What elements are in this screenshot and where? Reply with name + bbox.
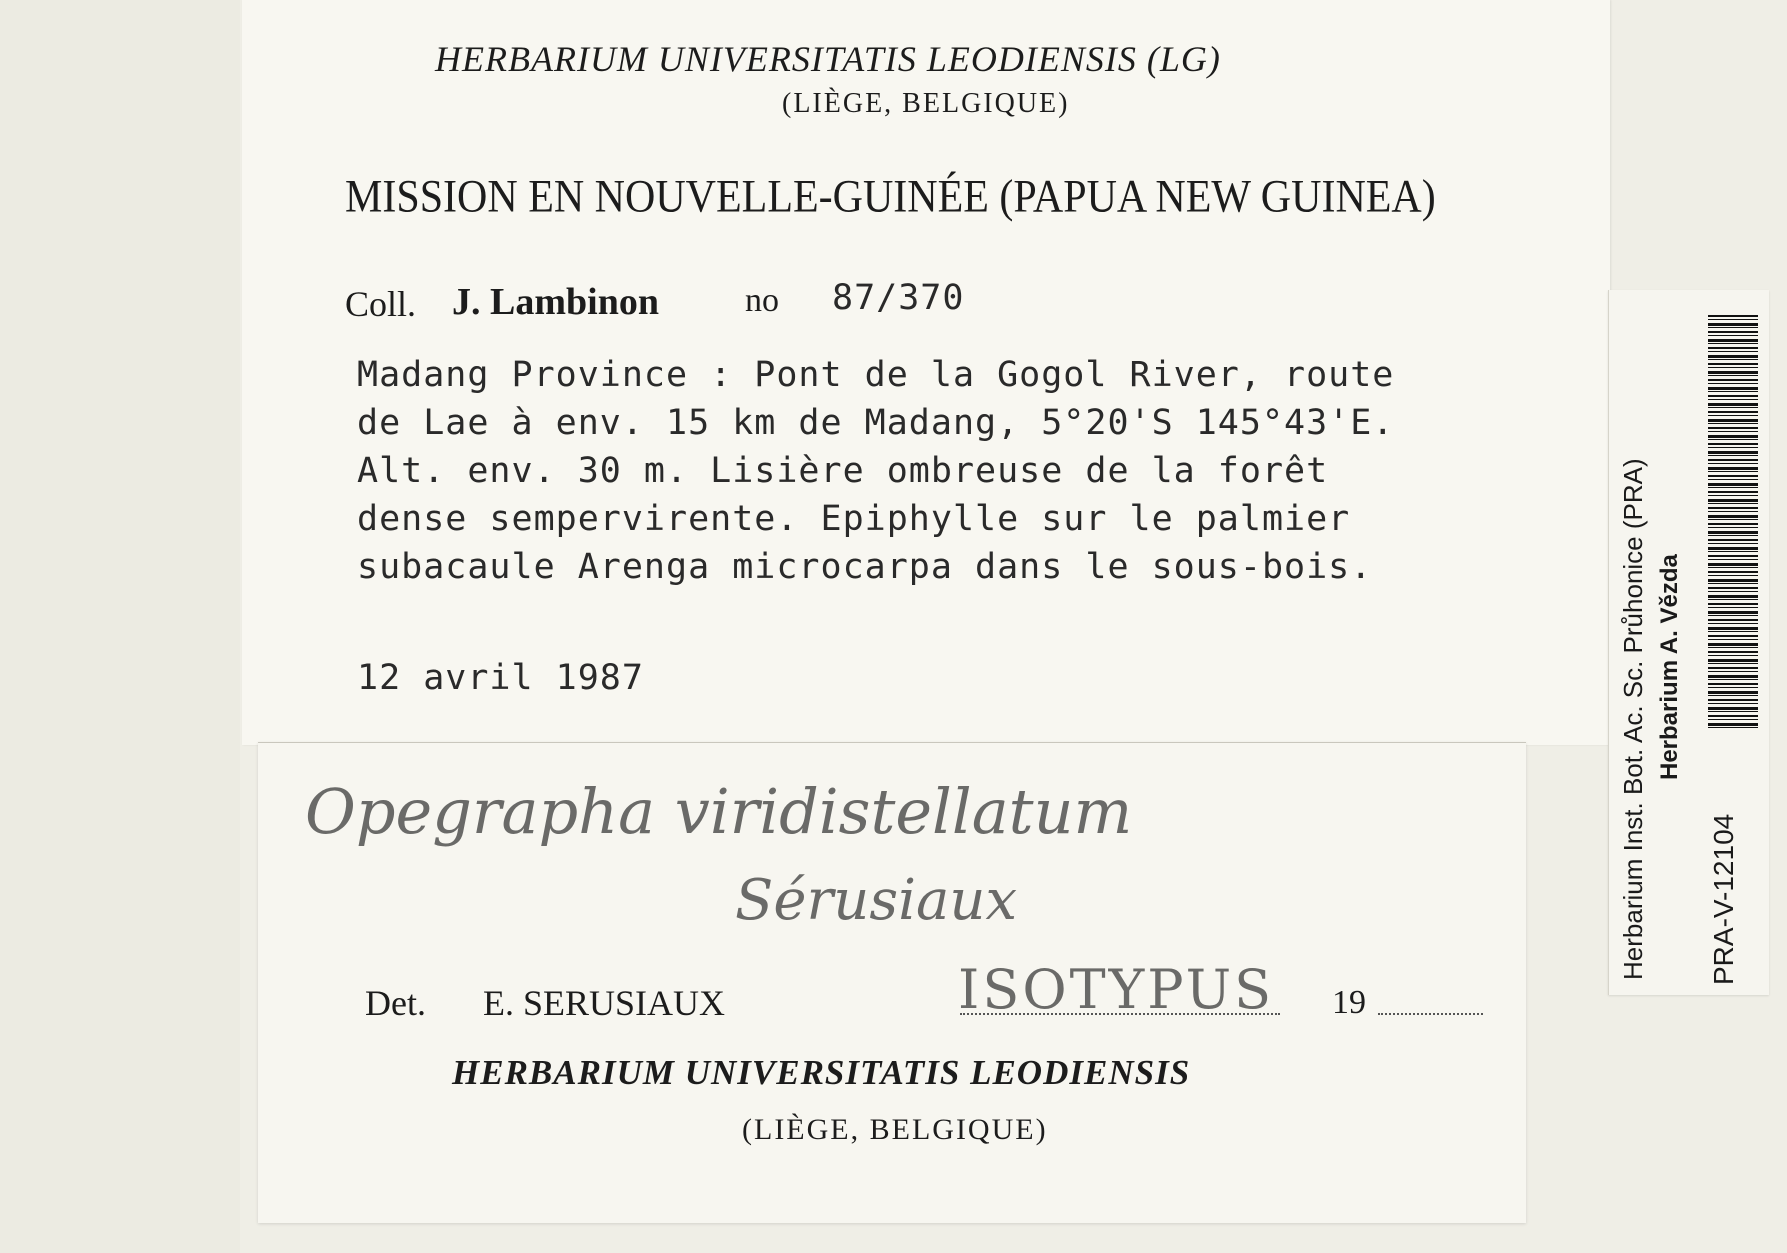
footer-line-1: HERBARIUM UNIVERSITATIS LEODIENSIS <box>452 1053 1191 1092</box>
description-line-4: dense sempervirente. Epiphylle sur le palmier <box>357 499 1351 539</box>
barcode <box>1708 315 1758 730</box>
collector-name: J. Lambinon <box>452 281 659 323</box>
determiner-name: E. SERUSIAUX <box>483 983 726 1023</box>
collection-number: 87/370 <box>832 278 965 318</box>
description-line-1: Madang Province : Pont de la Gogol River, route <box>357 355 1395 395</box>
background-sheet <box>0 0 240 1253</box>
year-prefix: 19 <box>1332 984 1366 1021</box>
description-line-3: Alt. env. 30 m. Lisière ombreuse de la forêt <box>357 451 1329 491</box>
description-line-5: subacaule Arenga microcarpa dans le sous-bois. <box>357 547 1373 587</box>
institution-text: Herbarium Inst. Bot. Ac. Sc. Průhonice (PRA) <box>1618 458 1648 980</box>
det-prefix: Det. <box>365 983 426 1023</box>
description-line-2: de Lae à env. 15 km de Madang, 5°20'S 145°43'E. <box>357 403 1395 443</box>
handwritten-author: Sérusiaux <box>735 868 1018 933</box>
status-dotted-line <box>960 1013 1280 1015</box>
number-prefix: no <box>745 282 779 319</box>
specimen-id-text: PRA-V-12104 <box>1708 813 1739 985</box>
handwritten-taxon-name: Opegrapha viridistellatum <box>305 775 1133 848</box>
header-line-2: (LIÈGE, BELGIQUE) <box>782 88 1070 119</box>
coll-prefix: Coll. <box>345 284 417 324</box>
handwritten-status: ISOTYPUS <box>958 958 1275 1021</box>
collection-date: 12 avril 1987 <box>357 658 644 698</box>
herbarium-text: Herbarium A. Vězda <box>1656 554 1683 780</box>
mission-title: MISSION EN NOUVELLE-GUINÉE (PAPUA NEW GUINEA) <box>345 171 1436 223</box>
footer-line-2: (LIÈGE, BELGIQUE) <box>742 1113 1048 1146</box>
year-dotted-line <box>1378 1013 1483 1015</box>
header-line-1: HERBARIUM UNIVERSITATIS LEODIENSIS (LG) <box>435 39 1221 79</box>
